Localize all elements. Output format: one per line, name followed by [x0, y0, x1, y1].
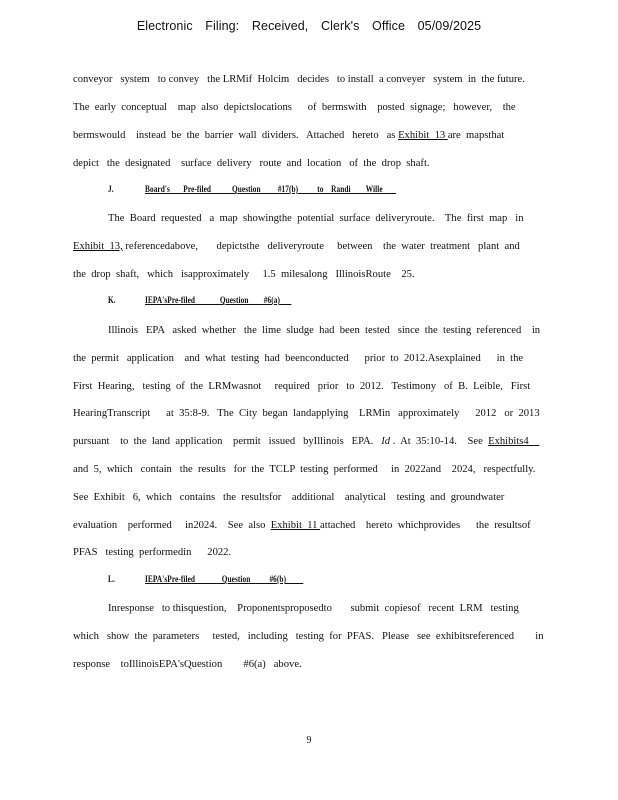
para1-line1: conveyor system to convey the LRMif Holcim decides to install a conveyer system in the future. [73, 74, 525, 85]
heading-j-letter: J. [108, 185, 114, 195]
text-span: . At 35:10-14. See [390, 436, 489, 447]
para3-line4: HearingTranscript at 35:8-9. The City began landapplying LRMin approximately 2012 or 2013 [73, 408, 540, 419]
para2-line2 [73, 240, 520, 254]
heading-l-title: IEPA'sPre-filed Question #6(b) [145, 575, 304, 585]
heading-j-title: Board's Pre-filed Question #17(b) to Randi Wille [145, 185, 397, 195]
para4-line2: which show the parameters tested, including testing for PFAS. Please see exhibitsreferenced in [73, 631, 544, 642]
id-citation: Id [381, 436, 391, 447]
para3-line6: and 5, which contain the results for the TCLP testing performed in 2022and 2024, respectfully. [73, 464, 536, 475]
para1-line2: The early conceptual map also depictslocations of bermswith posted signage; however, the [73, 102, 516, 113]
filing-header: Electronic Filing: Received, Clerk's Office 05/09/2025 [136, 19, 482, 33]
text-span: evaluation performed in2024. See also [73, 520, 271, 531]
para3-line2: the permit application and what testing had beenconducted prior to 2012.Asexplained in the [73, 353, 524, 364]
para3-line1: Illinois EPA asked whether the lime sludge had been tested since the testing referenced in [108, 325, 541, 336]
text-span: bermswould instead be the barrier wall dividers. Attached hereto as [73, 130, 399, 141]
para3-line3: First Hearing, testing of the LRMwasnot required prior to 2012. Testimony of B. Leible, First [73, 381, 531, 392]
text-span: attached hereto whichprovides the resultsof [320, 520, 531, 531]
exhibit-13-link[interactable]: Exhibit 13, [73, 241, 123, 252]
text-span: referencedabove, depictsthe deliveryroute between the water treatment plant and [122, 241, 520, 252]
para1-line4: depict the designated surface delivery route and location of the drop shaft. [73, 158, 430, 169]
para3-line9: PFAS testing performedin 2022. [73, 547, 232, 558]
heading-k-letter: K. [108, 296, 116, 306]
para4-line3: response toIllinoisEPA'sQuestion #6(a) above. [73, 659, 302, 670]
heading-l-letter: L. [108, 575, 115, 585]
page-number: 9 [306, 735, 312, 746]
para3-line8 [73, 519, 531, 533]
text-span: are mapsthat [447, 130, 505, 141]
para1-line3 [73, 129, 504, 143]
exhibits-4-link[interactable]: Exhibits4 [488, 436, 540, 447]
para3-line7: See Exhibit 6, which contains the resultsfor additional analytical testing and groundwater [73, 492, 505, 503]
para2-line1: The Board requested a map showingthe potential surface deliveryroute. The first map in [108, 213, 524, 224]
para4-line1: Inresponse to thisquestion, Proponentsproposedto submit copiesof recent LRM testing [108, 603, 519, 614]
heading-k-title: IEPA'sPre-filed Question #6(a) [145, 296, 292, 306]
text-span: pursuant to the land application permit issued byIllinois EPA. [73, 436, 382, 447]
para3-line5 [73, 435, 539, 449]
exhibit-13-link[interactable]: Exhibit 13 [398, 130, 448, 141]
para2-line3: the drop shaft, which isapproximately 1.5 milesalong IllinoisRoute 25. [73, 269, 415, 280]
exhibit-11-link[interactable]: Exhibit 11 [270, 520, 321, 531]
